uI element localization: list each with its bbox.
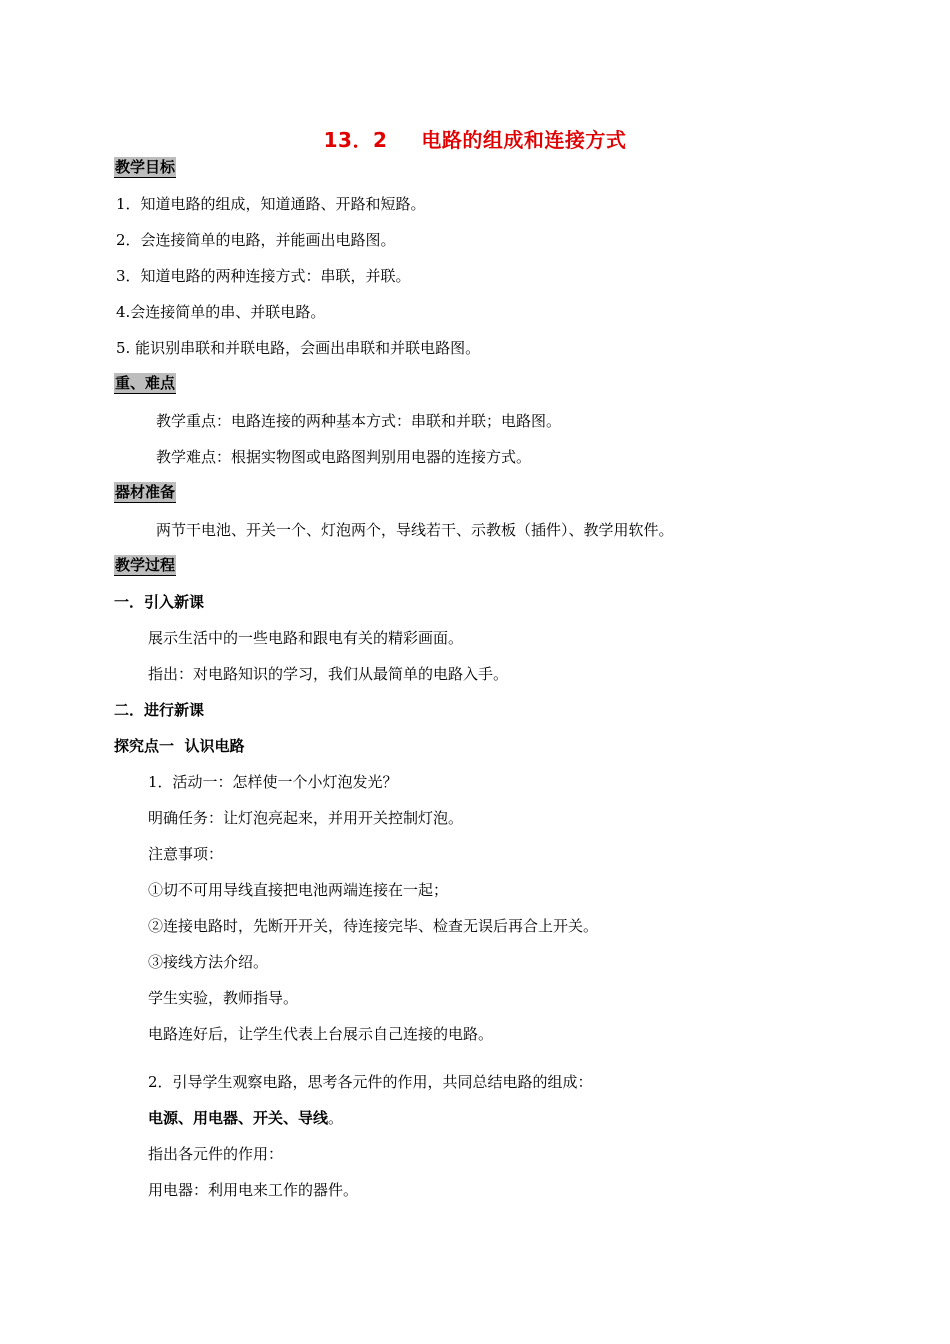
objective-item: 5. 能识别串联和并联电路，会画出串联和并联电路图。 (116, 339, 481, 357)
activity-line: ①切不可用导线直接把电池两端连接在一起； (148, 881, 449, 899)
objective-item: 3．知道电路的两种连接方式：串联，并联。 (116, 267, 411, 285)
activity-line: ③接线方法介绍。 (148, 953, 269, 971)
components-bold: 电源、用电器、开关、导线 (148, 1109, 329, 1127)
components-intro: 指出各元件的作用： (148, 1145, 284, 1163)
guide-line: 2．引导学生观察电路，思考各元件的作用，共同总结电路的组成： (148, 1073, 593, 1091)
components-tail: 。 (328, 1109, 344, 1127)
section-process: 教学过程 (115, 556, 176, 574)
activity-line: 明确任务：让灯泡亮起来，并用开关控制灯泡。 (148, 809, 464, 827)
section-key-points: 重、难点 (115, 374, 176, 392)
part2-heading: 二．进行新课 (114, 701, 205, 719)
activity-line: 学生实验，教师指导。 (148, 989, 299, 1007)
section-materials: 器材准备 (115, 483, 176, 501)
components-line (148, 1107, 343, 1129)
part1-line: 指出：对电路知识的学习，我们从最简单的电路入手。 (148, 665, 509, 683)
key-point-focus: 教学重点：电路连接的两种基本方式：串联和并联；电路图。 (156, 412, 562, 430)
section-objectives: 教学目标 (115, 158, 176, 176)
part1-line: 展示生活中的一些电路和跟电有关的精彩画面。 (148, 629, 464, 647)
objective-item: 2．会连接简单的电路，并能画出电路图。 (116, 231, 396, 249)
document-title (0, 124, 950, 153)
activity-line: 电路连好后，让学生代表上台展示自己连接的电路。 (148, 1025, 494, 1043)
activity-line: 注意事项： (148, 845, 224, 863)
activity-line: ②连接电路时，先断开开关，待连接完毕、检查无误后再合上开关。 (148, 917, 599, 935)
appliance-line: 用电器：利用电来工作的器件。 (148, 1181, 359, 1199)
title-text: 电路的组成和连接方式 (421, 128, 627, 152)
explore1-heading: 探究点一 认识电路 (114, 737, 245, 755)
materials-text: 两节干电池、开关一个、灯泡两个，导线若干、示教板（插件）、教学用软件。 (156, 521, 674, 539)
key-point-difficulty: 教学难点：根据实物图或电路图判别用电器的连接方式。 (156, 448, 532, 466)
part1-heading: 一．引入新课 (114, 593, 205, 611)
objective-item: 1．知道电路的组成，知道通路、开路和短路。 (116, 195, 426, 213)
activity-line: 1．活动一：怎样使一个小灯泡发光？ (148, 773, 398, 791)
objective-item: 4.会连接简单的串、并联电路。 (116, 303, 326, 321)
title-number: 13．2 (323, 128, 388, 152)
